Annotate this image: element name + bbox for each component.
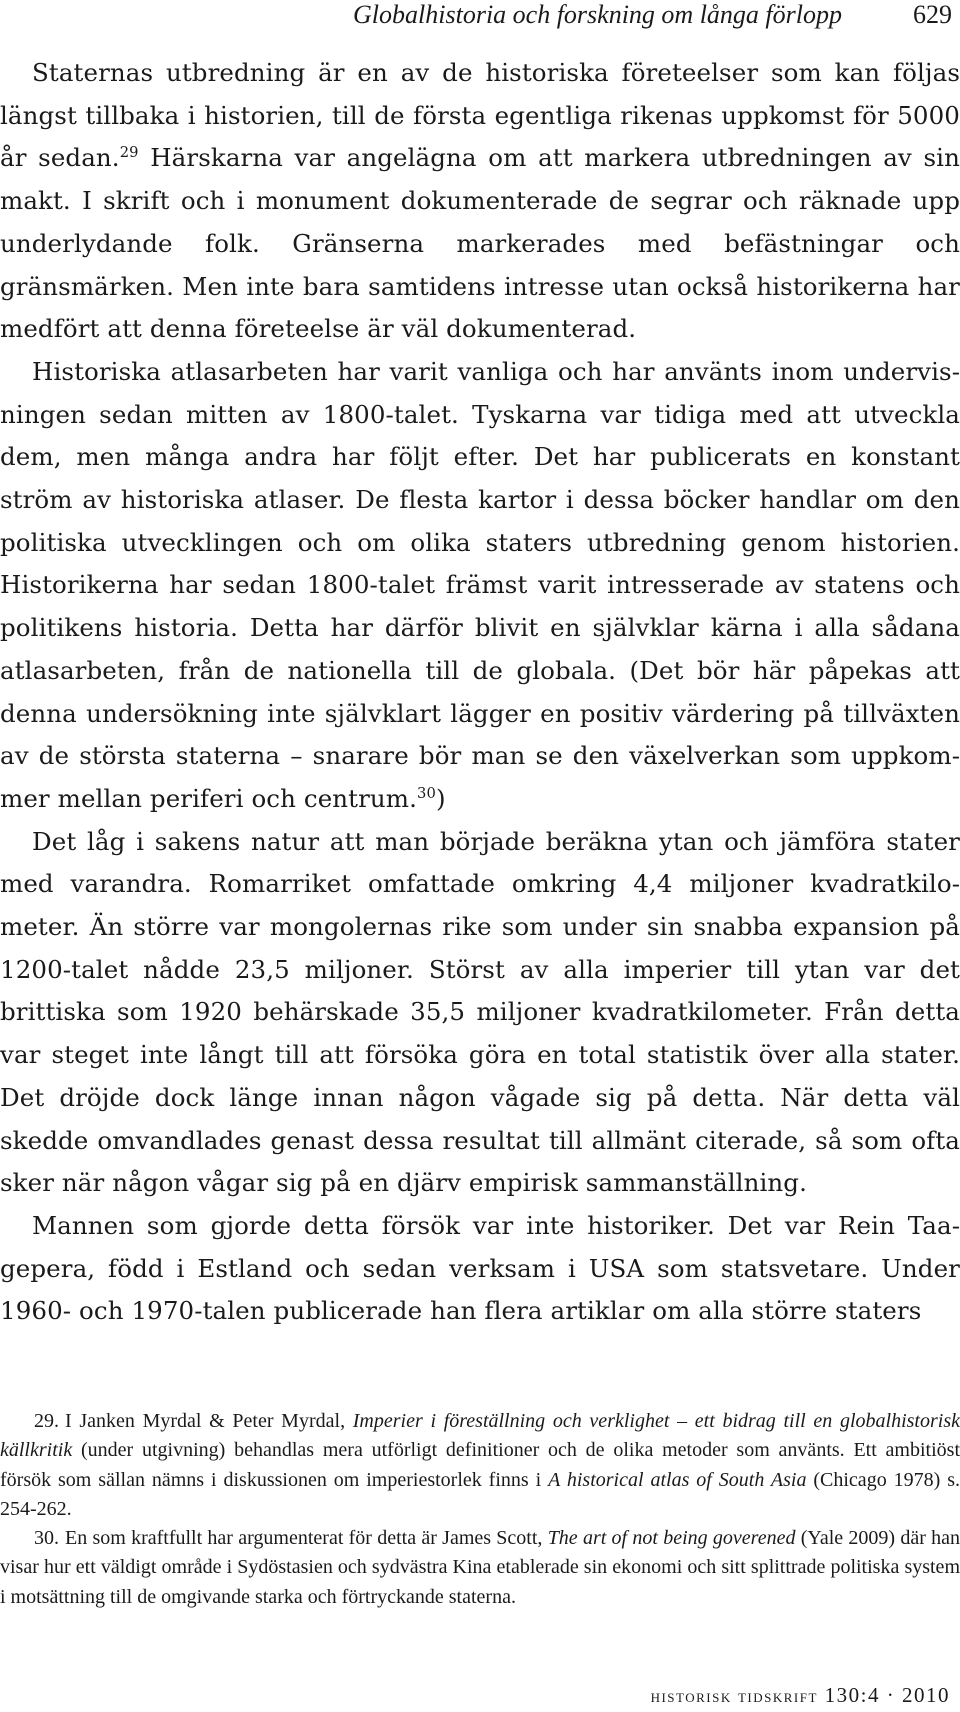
- paragraph-text: Historiska atlasarbeten har varit vanliga och har använts inom undervisningen sedan mitten av 1800-talet. Tyskarna var tidiga med att utveckla dem, men många andra har följt efter. Det har publicerats en konstant ström av historiska atlaser. De flesta kartor i dessa böcker handlar om den politiska utvecklingen och om olika staters utbredning genom historien. Historikerna har sedan 1800-talet främst varit intresserade av statens och politikens historia. Detta har därför blivit en självklar kärna i alla sådana atlasarbeten, från de nationella till de globala. (Det bör här påpekas att denna undersökning inte självklart lägger en positiv värdering på tillväxten av de största staterna – snarare bör man se den växelverkan som uppkommer mellan periferi och centrum.: [0, 356, 960, 813]
- footnote-text: I Janken Myrdal & Peter Myrdal,: [65, 1410, 353, 1432]
- footnote-number: 29.: [34, 1410, 59, 1432]
- page-number: 629: [913, 0, 952, 29]
- running-title: Globalhistoria och forskning om långa förlopp: [353, 0, 842, 29]
- journal-name: historisk tidskrift: [650, 1686, 818, 1707]
- footnotes: [0, 1407, 960, 1612]
- footnote-title: The art of not being goverened: [547, 1527, 796, 1550]
- footnote-ref-29: 29: [119, 144, 139, 162]
- footnote-text: (under utgivning) behandlas mera utförligt definitioner och de olika metoder som använts. Ett ambitiöst försök som sällan nämns i diskussionen om imperiestorlek finns i: [0, 1439, 960, 1491]
- journal-issue: 130:4 · 2010: [824, 1683, 950, 1707]
- paragraph-3: [0, 821, 960, 1205]
- footnote-text: (Yale 2009) där han visar hur ett väldigt område i Sydöstasien och sydvästra Kina etablerade sin ekonomi och sitt splittrade politiska system i motsättning till de omgivande starka och förtryckande staterna.: [0, 1527, 960, 1608]
- footnote-29: [0, 1407, 960, 1524]
- paragraph-text: ): [435, 783, 446, 813]
- paragraph-text: Det låg i sakens natur att man började beräkna ytan och jämföra stater med varandra. Romarriket omfattade omkring 4,4 miljoner kvadratkilometer. Än större var mongolernas rike som under sin snabba expansion på 1200-talet nådde 23,5 miljoner. Störst av alla imperier till ytan var det brittiska som 1920 behärskade 35,5 miljoner kvadratkilometer. Från detta var steget inte långt till att försöka göra en total statistik över alla stater. Det dröjde dock länge innan någon vågade sig på detta. När detta väl skedde omvandlades genast dessa resultat till allmänt citerade, så som ofta sker när någon vågar sig på en djärv empirisk sammanställning.: [0, 826, 960, 1198]
- footnote-title: Imperier i föreställning och verklighet – ett bidrag till en globalhistorisk källkritik: [0, 1410, 960, 1462]
- footnote-number: 30.: [34, 1527, 59, 1550]
- paragraph-text: Staternas utbredning är en av de historiska företeelser som kan följas längst tillbaka i historien, till de första egentliga rikenas uppkomst för 5000 år sedan.: [0, 58, 960, 173]
- running-head: [0, 0, 960, 32]
- body-text: [0, 52, 960, 1333]
- paragraph-2: [0, 351, 960, 821]
- journal-footer: [651, 1680, 950, 1710]
- footnote-text: (Chicago 1978) s. 254-262.: [0, 1468, 960, 1520]
- footnote-30: [0, 1524, 960, 1612]
- paragraph-4: [0, 1205, 960, 1333]
- paragraph-text: Mannen som gjorde detta försök var inte historiker. Det var Rein Taagepera, född i Estland och sedan verksam i USA som statsvetare. Under 1960- och 1970-talen publicerade han flera artiklar om alla större staters: [0, 1210, 960, 1326]
- footnote-ref-30: 30: [417, 785, 436, 803]
- footnote-title: A historical atlas of South Asia: [548, 1468, 807, 1491]
- footnote-text: En som kraftfullt har argumenterat för detta är James Scott,: [65, 1527, 548, 1550]
- paragraph-1: [0, 52, 960, 351]
- paragraph-text: Härskarna var angelägna om att markera utbredningen av sin makt. I skrift och i monument dokumenterade de segrar och räknade upp underlydande folk. Gränserna markerades med befästningar och gränsmärken. Men inte bara samtidens intresse utan också historikerna har medfört att denna företeelse är väl dokumenterad.: [0, 143, 960, 344]
